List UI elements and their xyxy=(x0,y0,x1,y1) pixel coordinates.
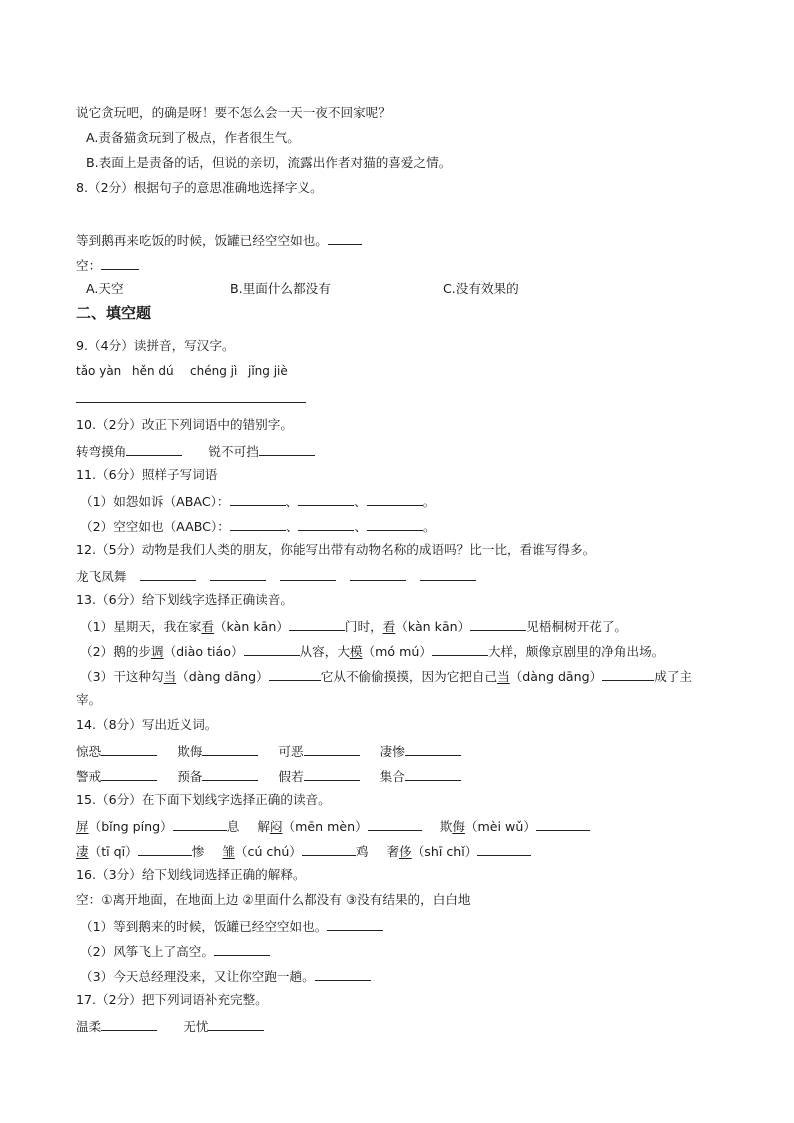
q11-item-2 xyxy=(80,517,436,535)
word: 集合 xyxy=(379,769,405,784)
text: 欺 xyxy=(439,819,453,834)
word: 预备 xyxy=(177,769,203,784)
underlined-char: 当 xyxy=(163,669,177,684)
underlined-char: 闷 xyxy=(269,819,283,834)
text: 奢 xyxy=(386,844,400,859)
answer-blank[interactable] xyxy=(140,567,196,581)
answer-blank[interactable] xyxy=(315,967,371,981)
q13-line-1 xyxy=(80,617,627,635)
text: 鸡 xyxy=(355,844,369,859)
underlined-char: 调 xyxy=(150,644,164,659)
q10-word-2: 锐不可挡 xyxy=(208,444,259,459)
q8-option-c: C.没有效果的 xyxy=(443,281,519,296)
q13-line-2 xyxy=(80,642,664,660)
answer-blank[interactable] xyxy=(101,767,157,781)
q14-row-1 xyxy=(76,742,461,760)
answer-blank[interactable] xyxy=(602,667,654,681)
underlined-char: 侈 xyxy=(399,844,412,859)
text: 门时， xyxy=(344,619,383,634)
q13-title: 13.（6分）给下划线字选择正确读音。 xyxy=(76,592,293,607)
separator: 、 xyxy=(285,494,299,509)
answer-blank[interactable] xyxy=(126,442,182,456)
answer-blank[interactable] xyxy=(244,642,300,656)
underlined-char: 凄 xyxy=(76,844,89,859)
text: 息 xyxy=(226,819,240,834)
q7-option-b: B.表面上是责备的话，但说的亲切，流露出作者对猫的喜爱之情。 xyxy=(86,155,452,170)
q11-item-label: （2）空空如也（AABC）： xyxy=(80,519,230,534)
underlined-char: 当 xyxy=(497,669,510,684)
q8-option-b: B.里面什么都没有 xyxy=(230,281,331,296)
q12-example: 龙飞凤舞 xyxy=(76,569,127,584)
answer-blank[interactable] xyxy=(368,817,422,831)
answer-blank[interactable] xyxy=(173,817,227,831)
answer-blank[interactable] xyxy=(477,842,531,856)
word: 欺侮 xyxy=(177,744,203,759)
q13-line-3-cont: 宰。 xyxy=(76,692,102,707)
q13-line-3 xyxy=(80,667,692,685)
text: （1）等到鹅来的时候，饭罐已经空空如也。 xyxy=(80,919,328,934)
answer-blank[interactable] xyxy=(298,517,354,531)
answer-blank[interactable] xyxy=(405,767,461,781)
q14-row-2 xyxy=(76,767,461,785)
q9-pinyin-1: tǎo yàn xyxy=(76,364,122,378)
answer-blank[interactable] xyxy=(138,842,192,856)
q10-words xyxy=(76,442,315,460)
text: 从容，大 xyxy=(299,644,350,659)
q17-words xyxy=(76,1017,264,1035)
answer-blank[interactable] xyxy=(470,617,526,631)
separator: 、 xyxy=(285,519,299,534)
answer-blank[interactable] xyxy=(298,492,354,506)
q15-row-2 xyxy=(76,842,531,860)
q14-title: 14.（8分）写出近义词。 xyxy=(76,717,218,732)
answer-blank[interactable] xyxy=(420,567,476,581)
q10-title: 10.（2分）改正下列词语中的错别字。 xyxy=(76,417,293,432)
q16-item-3 xyxy=(80,967,371,985)
answer-blank[interactable] xyxy=(202,742,258,756)
text: 惨 xyxy=(191,844,205,859)
pinyin-choice: （bǐng píng） xyxy=(88,819,173,834)
pinyin-choice: （diào tiáo） xyxy=(163,644,244,659)
underlined-char: 雏 xyxy=(222,844,235,859)
answer-blank[interactable] xyxy=(432,642,488,656)
answer-blank[interactable] xyxy=(269,667,321,681)
answer-blank[interactable] xyxy=(208,1017,264,1031)
answer-blank[interactable] xyxy=(289,617,345,631)
q8-word-line xyxy=(76,256,139,274)
q9-title: 9.（4分）读拼音，写汉字。 xyxy=(76,338,235,353)
text: 解 xyxy=(257,819,270,834)
answer-blank[interactable] xyxy=(230,517,286,531)
pinyin-choice: （kàn kān） xyxy=(395,619,471,634)
text: （1）星期天，我在家 xyxy=(80,619,202,634)
word: 惊恐 xyxy=(76,744,102,759)
pinyin-choice: （mó mú） xyxy=(362,644,432,659)
q11-item-label: （1）如怨如诉（ABAC）： xyxy=(80,494,230,509)
q11-title: 11.（6分）照样子写词语 xyxy=(76,467,218,482)
answer-blank[interactable] xyxy=(302,842,356,856)
q15-row-1 xyxy=(76,817,590,835)
q12-answers xyxy=(76,567,476,585)
answer-blank[interactable] xyxy=(214,942,270,956)
q8-word: 空： xyxy=(76,258,102,273)
answer-blank[interactable] xyxy=(405,742,461,756)
period: 。 xyxy=(422,494,436,509)
q16-item-1 xyxy=(80,917,383,935)
answer-blank[interactable] xyxy=(230,492,286,506)
answer-blank[interactable] xyxy=(202,767,258,781)
underlined-char: 看 xyxy=(382,619,396,634)
q8-option-a: A.天空 xyxy=(86,281,124,296)
answer-blank[interactable] xyxy=(536,817,590,831)
q16-item-2 xyxy=(80,942,270,960)
pinyin-choice: （dàng dāng） xyxy=(509,669,603,684)
q8-title: 8.（2分）根据句子的意思准确地选择字义。 xyxy=(76,180,323,195)
answer-blank[interactable] xyxy=(304,767,360,781)
text: 成了主 xyxy=(654,669,693,684)
q9-pinyin-4: jǐng jiè xyxy=(248,364,288,378)
answer-blank[interactable] xyxy=(210,567,266,581)
text: 见梧桐树开花了。 xyxy=(526,619,628,634)
answer-blank[interactable] xyxy=(101,256,139,270)
text: （2）鹅的步 xyxy=(80,644,151,659)
q9-answer-line[interactable] xyxy=(76,402,306,403)
pinyin-choice: （dàng dāng） xyxy=(176,669,269,684)
q16-definitions: 空：①离开地面，在地面上边 ②里面什么都没有 ③没有结果的，白白地 xyxy=(76,892,471,907)
word: 凄惨 xyxy=(379,744,405,759)
answer-blank[interactable] xyxy=(328,231,362,245)
answer-blank[interactable] xyxy=(304,742,360,756)
text: 它从不偷偷摸摸，因为它把自己 xyxy=(320,669,498,684)
word: 假若 xyxy=(278,769,304,784)
word: 无忧 xyxy=(183,1019,209,1034)
word: 警戒 xyxy=(76,769,102,784)
q12-title: 12.（5分）动物是我们人类的朋友，你能写出带有动物名称的成语吗？比一比，看谁写得多。 xyxy=(76,542,596,557)
q15-title: 15.（6分）在下面下划线字选择正确的读音。 xyxy=(76,792,331,807)
q9-pinyin-3: chéng jì xyxy=(190,364,238,378)
pinyin-choice: （shī chǐ） xyxy=(411,844,478,859)
underlined-char: 看 xyxy=(201,619,214,634)
period: 。 xyxy=(423,519,436,534)
answer-blank[interactable] xyxy=(101,742,157,756)
answer-blank[interactable] xyxy=(101,1017,157,1031)
q8-sentence: 等到鹅再来吃饭的时候，饭罐已经空空如也。 xyxy=(76,233,328,248)
q11-item-1 xyxy=(80,492,435,510)
separator: 、 xyxy=(354,519,368,534)
text: （3）干这种勾 xyxy=(80,669,164,684)
q16-title: 16.（3分）给下划线词选择正确的解释。 xyxy=(76,867,306,882)
answer-blank[interactable] xyxy=(280,567,336,581)
pinyin-choice: （kàn kān） xyxy=(213,619,289,634)
separator: 、 xyxy=(354,494,367,509)
q10-word-1: 转弯摸角 xyxy=(76,444,127,459)
q7-option-a: A.责备猫贪玩到了极点，作者很生气。 xyxy=(86,130,300,145)
pinyin-choice: （mēn mèn） xyxy=(282,819,368,834)
text: 大样，颇像京剧里的净角出场。 xyxy=(487,644,665,659)
q8-sentence-line xyxy=(76,231,362,249)
underlined-char: 侮 xyxy=(452,819,465,834)
section-title: 二、填空题 xyxy=(76,304,152,322)
answer-blank[interactable] xyxy=(259,442,315,456)
answer-blank[interactable] xyxy=(327,917,383,931)
word: 可恶 xyxy=(278,744,304,759)
pinyin-choice: （cú chú） xyxy=(234,844,302,859)
underlined-char: 屏 xyxy=(76,819,89,834)
q17-title: 17.（2分）把下列词语补充完整。 xyxy=(76,992,268,1007)
answer-blank[interactable] xyxy=(367,492,423,506)
text: （2）风筝飞上了高空。 xyxy=(80,944,214,959)
pinyin-choice: （mèi wǔ） xyxy=(464,819,536,834)
answer-blank[interactable] xyxy=(350,567,406,581)
q9-pinyin-2: hěn dú xyxy=(132,364,174,378)
q7-sentence: 说它贪玩吧，的确是呀！要不怎么会一天一夜不回家呢？ xyxy=(76,105,391,120)
pinyin-choice: （tī qī） xyxy=(88,844,138,859)
answer-blank[interactable] xyxy=(367,517,423,531)
word: 温柔 xyxy=(76,1019,102,1034)
text: （3）今天总经理没来，又让你空跑一趟。 xyxy=(80,969,315,984)
underlined-char: 模 xyxy=(349,644,363,659)
